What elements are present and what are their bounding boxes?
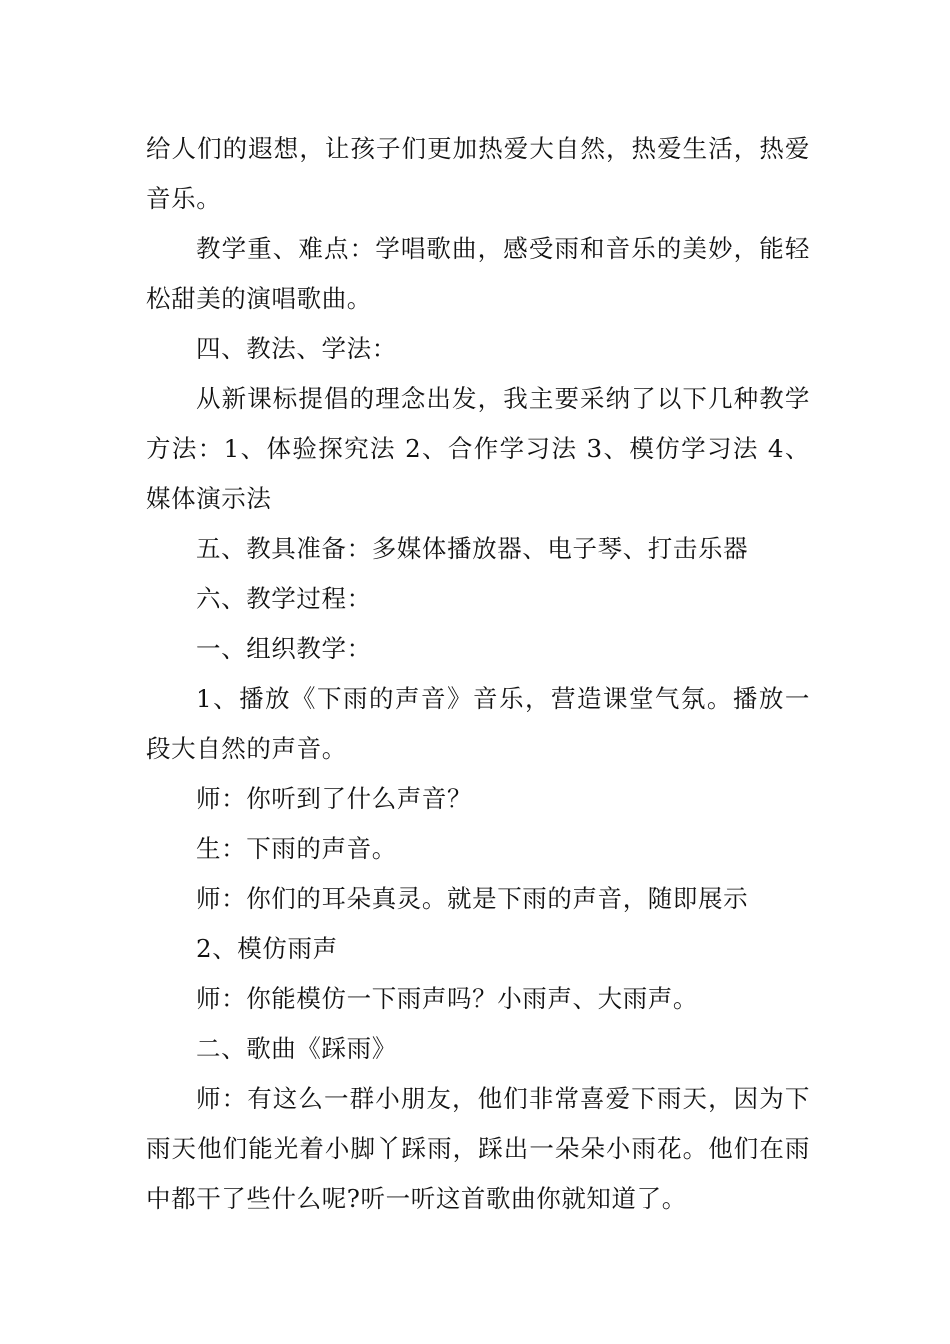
dialogue-line: 师：有这么一群小朋友，他们非常喜爱下雨天，因为下雨天他们能光着小脚丫踩雨，踩出一朵朵小雨花。他们在雨中都干了些什么呢?听一听这首歌曲你就知道了。 (146, 1084, 810, 1213)
dialogue-line: 生：下雨的声音。 (196, 834, 397, 863)
document-body (146, 124, 810, 1224)
section-heading: 四、教法、学法： (196, 334, 397, 363)
paragraph: 给人们的遐想，让孩子们更加热爱大自然，热爱生活，热爱音乐。 (146, 134, 810, 213)
dialogue-line: 师：你听到了什么声音？ (196, 784, 473, 813)
paragraph: 2、模仿雨声 (196, 934, 338, 963)
paragraph: 教学重、难点：学唱歌曲，感受雨和音乐的美妙，能轻松甜美的演唱歌曲。 (146, 234, 810, 313)
paragraph: 从新课标提倡的理念出发，我主要采纳了以下几种教学方法：1、体验探究法 2、合作学习法 3、模仿学习法 4、媒体演示法 (146, 384, 810, 513)
section-heading: 二、歌曲《踩雨》 (196, 1034, 397, 1063)
section-heading: 一、组织教学： (196, 634, 372, 663)
dialogue-line: 师：你能模仿一下雨声吗？小雨声、大雨声。 (196, 984, 698, 1013)
dialogue-line: 师：你们的耳朵真灵。就是下雨的声音，随即展示 (196, 884, 749, 913)
section-heading: 六、教学过程： (196, 584, 372, 613)
paragraph: 1、播放《下雨的声音》音乐，营造课堂气氛。播放一段大自然的声音。 (146, 684, 810, 763)
paragraph: 五、教具准备：多媒体播放器、电子琴、打击乐器 (196, 534, 749, 563)
